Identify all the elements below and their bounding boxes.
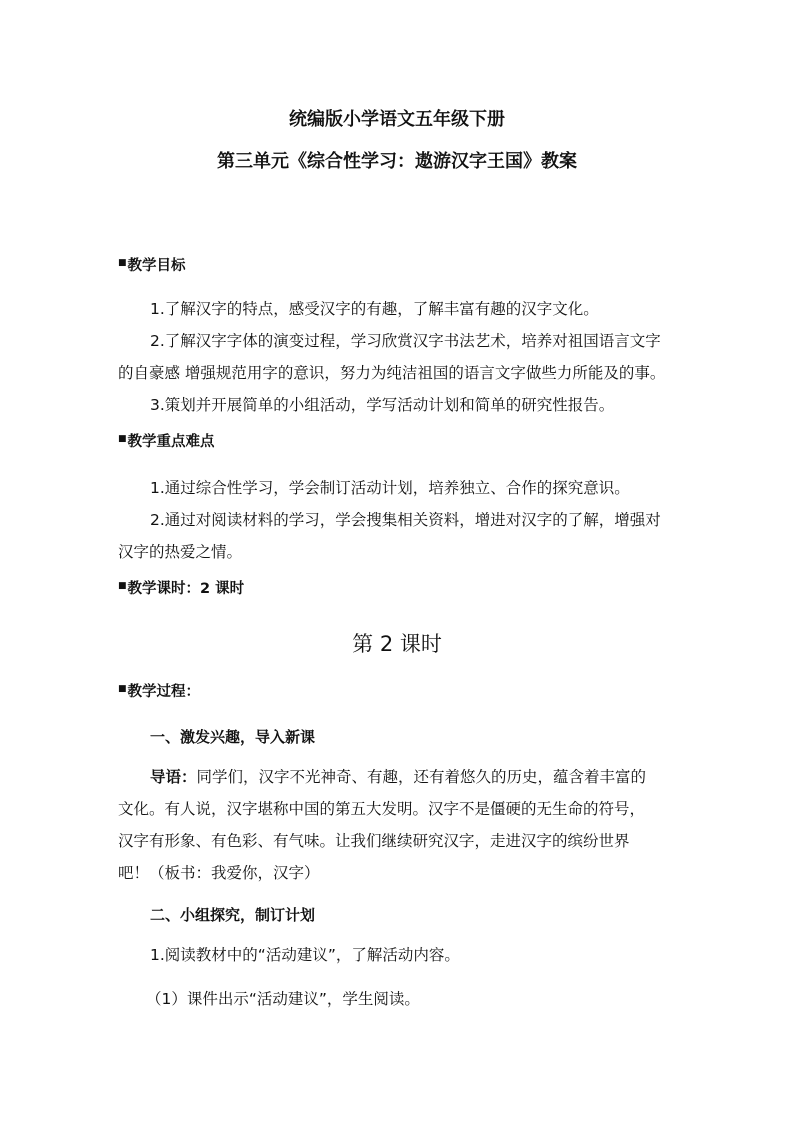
section-heading-process: ■教学过程： [118,684,201,700]
goal-item-1: 1.了解汉字的特点，感受汉字的有趣，了解丰富有趣的汉字文化。 [150,300,599,318]
section-heading-hours: ■教学课时：2 课时 [118,581,245,597]
step-2-item-1: 1.阅读教材中的“活动建议”，了解活动内容。 [150,946,460,964]
bullet-icon: ■ [118,581,127,591]
bullet-icon: ■ [118,684,127,694]
bullet-icon: ■ [118,258,127,268]
section-heading-goals: ■教学目标 [118,258,186,274]
intro-label: 导语： [150,768,197,786]
keypoint-item-2-line-1: 2.通过对阅读材料的学习，学会搜集相关资料，增进对汉字的了解，增强对 [150,511,661,529]
step-2-title: 二、小组探究，制订计划 [150,906,316,924]
step-1-title: 一、激发兴趣，导入新课 [150,728,316,746]
goal-item-3: 3.策划并开展简单的小组活动，学写活动计划和简单的研究性报告。 [150,396,615,414]
intro-line-3: 汉字有形象、有色彩、有气味。让我们继续研究汉字，走进汉字的缤纷世界 [118,832,630,850]
document-title: 统编版小学语文五年级下册 [289,109,505,130]
intro-line-2: 文化。有人说，汉字堪称中国的第五大发明。汉字不是僵硬的无生命的符号， [118,800,646,818]
goal-item-2-line-2: 的自豪感 增强规范用字的意识，努力为纯洁祖国的语言文字做些力所能及的事。 [118,364,666,382]
intro-line-4: 吧！（板书：我爱你，汉字） [118,864,320,882]
keypoint-item-2-line-2: 汉字的热爱之情。 [118,543,243,561]
document-subtitle: 第三单元《综合性学习：遨游汉字王国》教案 [217,151,577,172]
intro-line-1: 导语：同学们，汉字不光神奇、有趣，还有着悠久的历史，蕴含着丰富的 [150,768,647,786]
goal-item-2-line-1: 2.了解汉字字体的演变过程，学习欣赏汉字书法艺术，培养对祖国语言文字 [150,332,661,350]
lesson-title: 第 2 课时 [352,632,442,656]
keypoint-item-1: 1.通过综合性学习，学会制订活动计划，培养独立、合作的探究意识。 [150,479,630,497]
section-heading-keypoints: ■教学重点难点 [118,434,215,450]
bullet-icon: ■ [118,434,127,444]
step-2-sub-item-1: （1）课件出示“活动建议”，学生阅读。 [146,990,420,1008]
